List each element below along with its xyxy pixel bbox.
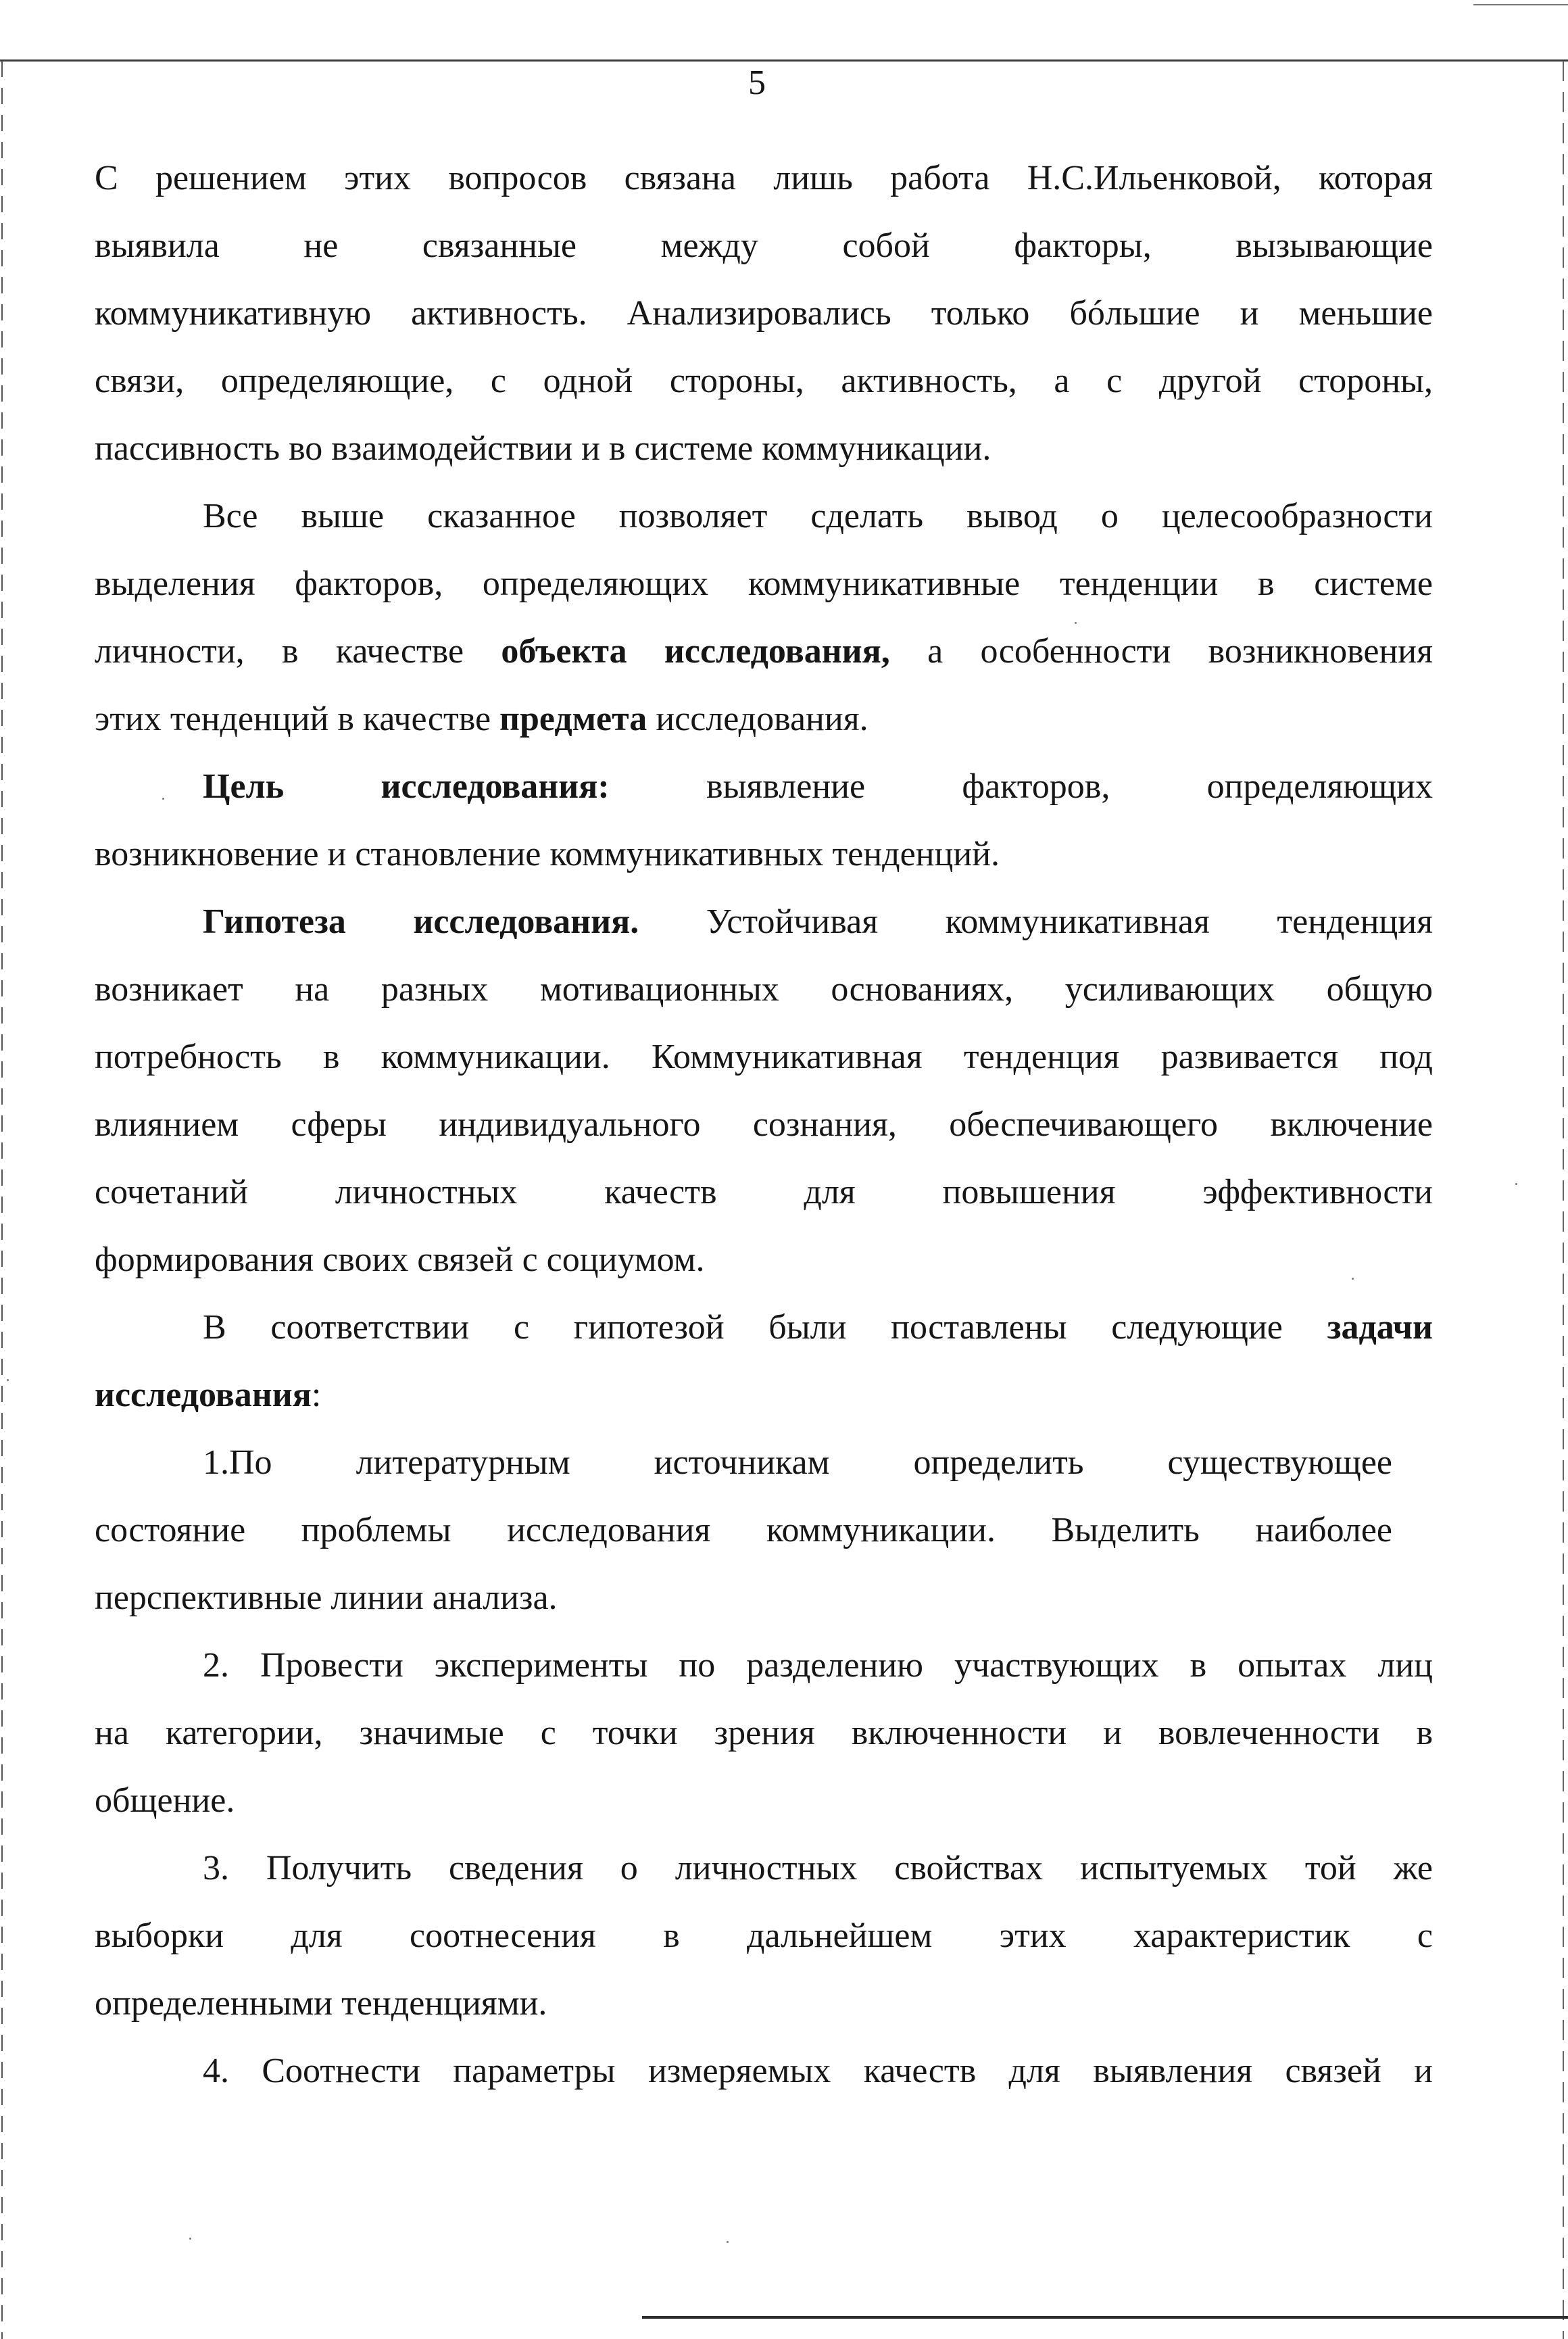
text-line: сочетаний личностных качеств для повышения эффективности bbox=[95, 1173, 1433, 1211]
text-line: 4. Соотнести параметры измеряемых качеств для выявления связей и bbox=[203, 2052, 1433, 2090]
text-line: коммуникативную активность. Анализировались только бóльшие и меньшие bbox=[95, 294, 1433, 333]
text-line: 1.По литературным источникам определить существующее bbox=[203, 1443, 1392, 1482]
text-line: связи, определяющие, с одной стороны, активность, а с другой стороны, bbox=[95, 362, 1433, 400]
text-line: выделения факторов, определяющих коммуникативные тенденции в системе bbox=[95, 564, 1433, 603]
text-line: формирования своих связей с социумом. bbox=[95, 1240, 705, 1279]
paragraph-tasks-intro bbox=[95, 1294, 1433, 1429]
task-item-1 bbox=[95, 1429, 1433, 1632]
text-run: выявление факторов, определяющих bbox=[706, 767, 1433, 806]
text-run: В соответствии с гипотезой были поставлены следующие bbox=[203, 1308, 1327, 1347]
text-line: 3. Получить сведения о личностных свойствах испытуемых той же bbox=[203, 1849, 1433, 1887]
text-run: личности, в качестве bbox=[95, 632, 501, 671]
tasks-term-continued: исследования bbox=[95, 1376, 312, 1414]
text-run: этих тенденций в качестве bbox=[95, 700, 500, 738]
scan-edge-right bbox=[1563, 61, 1564, 2339]
text-line: потребность в коммуникации. Коммуникативная тенденция развивается под bbox=[95, 1038, 1433, 1076]
hypothesis-label: Гипотеза исследования. bbox=[203, 902, 639, 941]
text-line: влиянием сферы индивидуального сознания, обеспечивающего включение bbox=[95, 1105, 1433, 1144]
paragraph-goal bbox=[95, 753, 1433, 888]
scan-speck bbox=[1515, 1183, 1517, 1185]
text-line: выборки для соотнесения в дальнейшем этих характеристик с bbox=[95, 1916, 1433, 1955]
text-line bbox=[95, 618, 1433, 685]
research-object-term: объекта исследования, bbox=[501, 632, 890, 671]
paragraph-hypothesis bbox=[95, 888, 1433, 1294]
task-item-3 bbox=[95, 1835, 1433, 2037]
tasks-term: задачи bbox=[1327, 1308, 1433, 1347]
text-run: а особенности возникновения bbox=[889, 632, 1434, 671]
text-line: пассивность во взаимодействии и в системе коммуникации. bbox=[95, 429, 991, 468]
text-line: возникновение и становление коммуникативных тенденций. bbox=[95, 835, 1000, 873]
text-run: Устойчивая коммуникативная тенденция bbox=[706, 902, 1433, 941]
text-line: выявила не связанные между собой факторы, вызывающие bbox=[95, 226, 1433, 265]
document-body bbox=[95, 145, 1433, 2105]
scan-speck bbox=[189, 2238, 191, 2240]
text-line: 2. Провести эксперименты по разделению участвующих в опытах лиц bbox=[203, 1646, 1433, 1685]
task-item-4 bbox=[95, 2037, 1433, 2105]
text-line: С решением этих вопросов связана лишь работа Н.С.Ильенковой, которая bbox=[95, 159, 1433, 197]
page-number: 5 bbox=[748, 64, 766, 102]
text-line bbox=[95, 1361, 1433, 1429]
text-line: определенными тенденциями. bbox=[95, 1984, 547, 2023]
scan-speck bbox=[727, 2241, 729, 2243]
text-run: : bbox=[311, 1376, 322, 1414]
scan-edge-bottom bbox=[642, 2316, 1568, 2319]
text-line bbox=[95, 685, 1433, 753]
text-run: исследования. bbox=[647, 700, 868, 738]
scan-edge-top-right bbox=[1473, 4, 1568, 5]
text-line: возникает на разных мотивационных основаниях, усиливающих общую bbox=[95, 970, 1433, 1009]
text-line: перспективные линии анализа. bbox=[95, 1578, 558, 1617]
research-subject-term: предмета bbox=[499, 700, 647, 738]
paragraph-2 bbox=[95, 483, 1433, 753]
text-line bbox=[95, 888, 1433, 956]
text-line: Все выше сказанное позволяет сделать вывод о целесообразности bbox=[203, 497, 1433, 535]
text-line: на категории, значимые с точки зрения включенности и вовлеченности в bbox=[95, 1714, 1433, 1752]
text-line bbox=[95, 1294, 1433, 1361]
text-line: состояние проблемы исследования коммуникации. Выделить наиболее bbox=[95, 1511, 1392, 1549]
text-line bbox=[95, 753, 1433, 821]
scan-speck bbox=[7, 1379, 9, 1381]
paragraph-1 bbox=[95, 145, 1433, 483]
text-line: общение. bbox=[95, 1781, 235, 1820]
task-item-2 bbox=[95, 1632, 1433, 1835]
scan-edge-left bbox=[1, 61, 3, 2339]
goal-label: Цель исследования: bbox=[203, 767, 610, 806]
